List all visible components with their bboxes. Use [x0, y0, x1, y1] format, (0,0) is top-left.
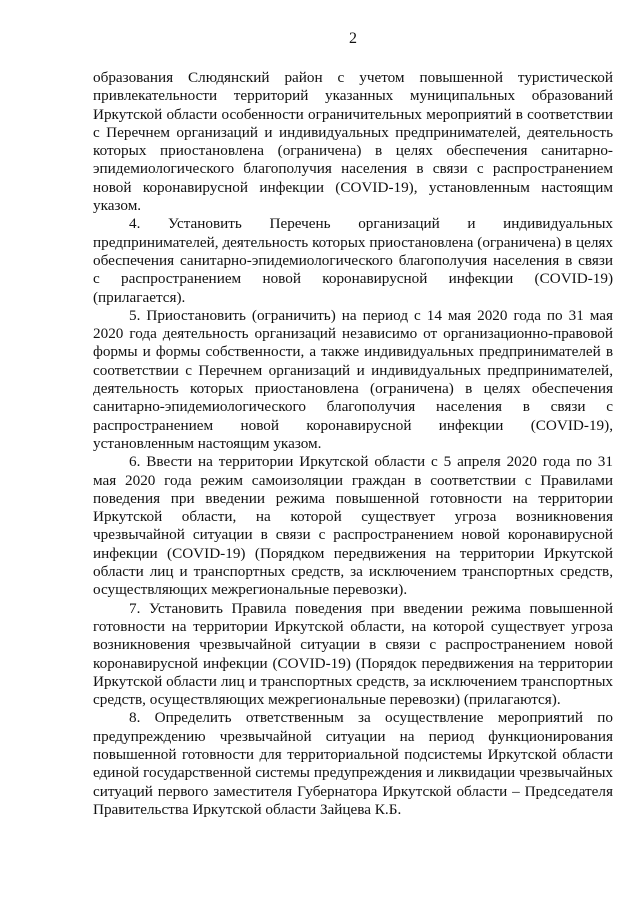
page-number: 2: [349, 30, 357, 47]
document-page: [93, 30, 613, 819]
paragraph-item-5: 5. Приостановить (ограничить) на период с 14 мая 2020 года по 31 мая 2020 года деятельность организаций независимо от организационно-правовой формы и формы собственности, а также индивидуальных предпринимателей в соответствии с Перечнем организаций и индивидуальных предпринимателей, деятельность которых приостановлена (ограничена) в целях обеспечения санитарно-эпидемиологического благополучия населения в связи с распространением новой коронавирусной инфекции (COVID-19), установленным настоящим указом.: [93, 306, 613, 452]
paragraph-item-8: 8. Определить ответственным за осуществление мероприятий по предупреждению чрезвычайной ситуации на период функционирования повышенной готовности для территориальной подсистемы Иркутской области единой государственной системы предупреждения и ликвидации чрезвычайных ситуаций первого заместителя Губернатора Иркутской области – Председателя Правительства Иркутской области Зайцева К.Б.: [93, 709, 613, 818]
paragraph-item-6: 6. Ввести на территории Иркутской области с 5 апреля 2020 года по 31 мая 2020 года режим самоизоляции граждан в соответствии с Правилами поведения при введении режима повышенной готовности на территории Иркутской области, на которой существует угроза возникновения чрезвычайной ситуации в связи с распространением новой коронавирусной инфекции (COVID-19) (Порядком передвижения на территории Иркутской области лиц и транспортных средств, за исключением транспортных средств, осуществляющих межрегиональные перевозки).: [93, 453, 613, 599]
paragraph-item-7: 7. Установить Правила поведения при введении режима повышенной готовности на территории Иркутской области, на которой существует угроза возникновения чрезвычайной ситуации в связи с распространением новой коронавирусной инфекции (COVID-19) (Порядок передвижения на территории Иркутской области лиц и транспортных средств, за исключением транспортных средств, осуществляющих межрегиональные перевозки) (прилагаются).: [93, 599, 613, 709]
paragraph-continuation: образования Слюдянский район с учетом повышенной туристической привлекательности территорий указанных муниципальных образований Иркутской области особенности ограничительных мероприятий в соответствии с Перечнем организаций и индивидуальных предпринимателей, деятельность которых приостановлена (ограничена) в целях обеспечения санитарно-эпидемиологического благополучия населения в связи с распространением новой коронавирусной инфекции (COVID-19), установленным настоящим указом.: [93, 69, 613, 215]
paragraph-item-4: 4. Установить Перечень организаций и индивидуальных предпринимателей, деятельность которых приостановлена (ограничена) в целях обеспечения санитарно-эпидемиологического благополучия населения в связи с распространением новой коронавирусной инфекции (COVID-19) (прилагается).: [93, 215, 613, 306]
